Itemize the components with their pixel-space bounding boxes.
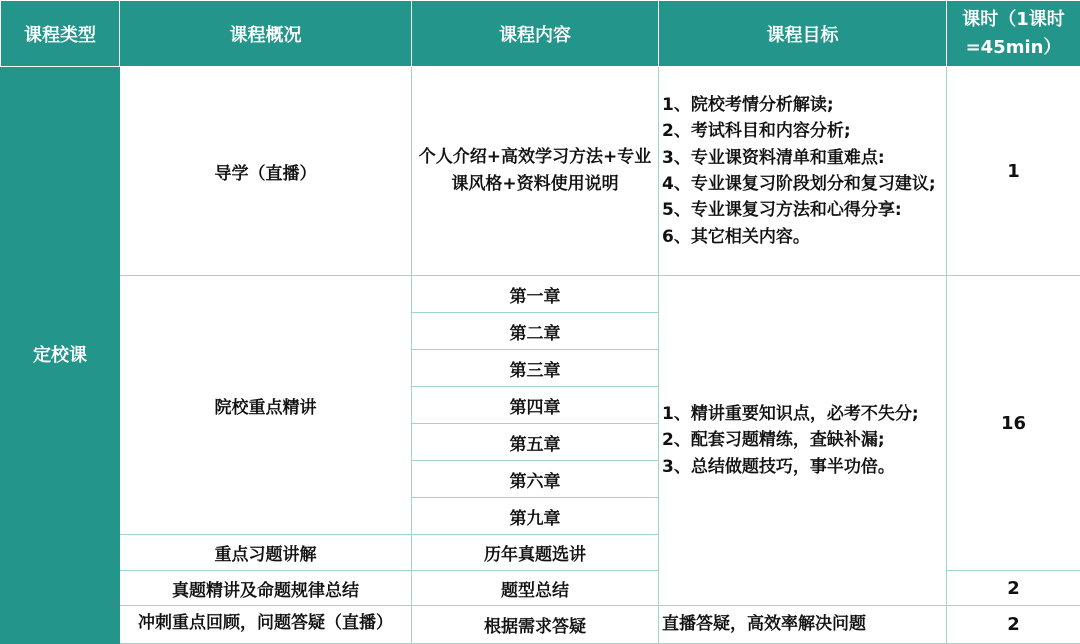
intro-goal-item: 2、考试科目和内容分析;	[662, 121, 851, 142]
intro-content: 个人介绍+高效学习方法+专业课风格+资料使用说明	[412, 67, 659, 276]
intro-goal-item: 6、其它相关内容。	[662, 226, 810, 247]
past-exam-hours: 2	[947, 571, 1080, 606]
chapter-cell: 第九章	[412, 498, 659, 535]
row-sprint	[1, 606, 1080, 644]
intro-goals	[659, 67, 947, 276]
sprint-content: 根据需求答疑	[412, 606, 659, 644]
key-lecture-goal-item: 1、精讲重要知识点，必考不失分;	[662, 403, 919, 424]
row-chapter	[1, 276, 1080, 313]
header-course-type: 课程类型	[1, 1, 120, 67]
intro-goal-item: 5、专业课复习方法和心得分享:	[662, 200, 902, 221]
key-lecture-goals	[659, 276, 947, 606]
chapter-cell: 第五章	[412, 424, 659, 461]
course-type-cell: 定校课	[1, 67, 120, 644]
key-lecture-hours: 16	[947, 276, 1080, 571]
header-course-content: 课程内容	[412, 1, 659, 67]
chapter-cell: 第三章	[412, 350, 659, 387]
key-lecture-goal-item: 3、总结做题技巧，事半功倍。	[662, 456, 895, 477]
past-exam-overview: 真题精讲及命题规律总结	[120, 571, 412, 606]
intro-goal-item: 1、院校考情分析解读;	[662, 94, 834, 115]
exercise-overview: 重点习题讲解	[120, 535, 412, 571]
intro-goal-item: 4、专业课复习阶段划分和复习建议;	[662, 174, 936, 194]
intro-goal-item: 3、专业课资料清单和重难点:	[662, 147, 885, 168]
header-row	[1, 1, 1080, 67]
chapter-cell: 第六章	[412, 461, 659, 498]
chapter-cell: 第一章	[412, 276, 659, 313]
header-course-goal: 课程目标	[659, 1, 947, 67]
header-course-hours: 课时（1课时=45min）	[947, 1, 1080, 67]
intro-overview: 导学（直播）	[120, 67, 412, 276]
row-intro	[1, 67, 1080, 276]
chapter-cell: 第二章	[412, 313, 659, 350]
sprint-goal: 直播答疑，高效率解决问题	[659, 606, 947, 644]
header-course-overview: 课程概况	[120, 1, 412, 67]
key-lecture-overview: 院校重点精讲	[120, 276, 412, 535]
key-lecture-goal-item: 2、配套习题精练，查缺补漏;	[662, 430, 885, 451]
sprint-hours: 2	[947, 606, 1080, 644]
chapter-cell: 第四章	[412, 387, 659, 424]
intro-hours: 1	[947, 67, 1080, 276]
sprint-overview: 冲刺重点回顾，问题答疑（直播）	[120, 606, 412, 644]
exercise-content: 历年真题选讲	[412, 535, 659, 571]
past-exam-content: 题型总结	[412, 571, 659, 606]
